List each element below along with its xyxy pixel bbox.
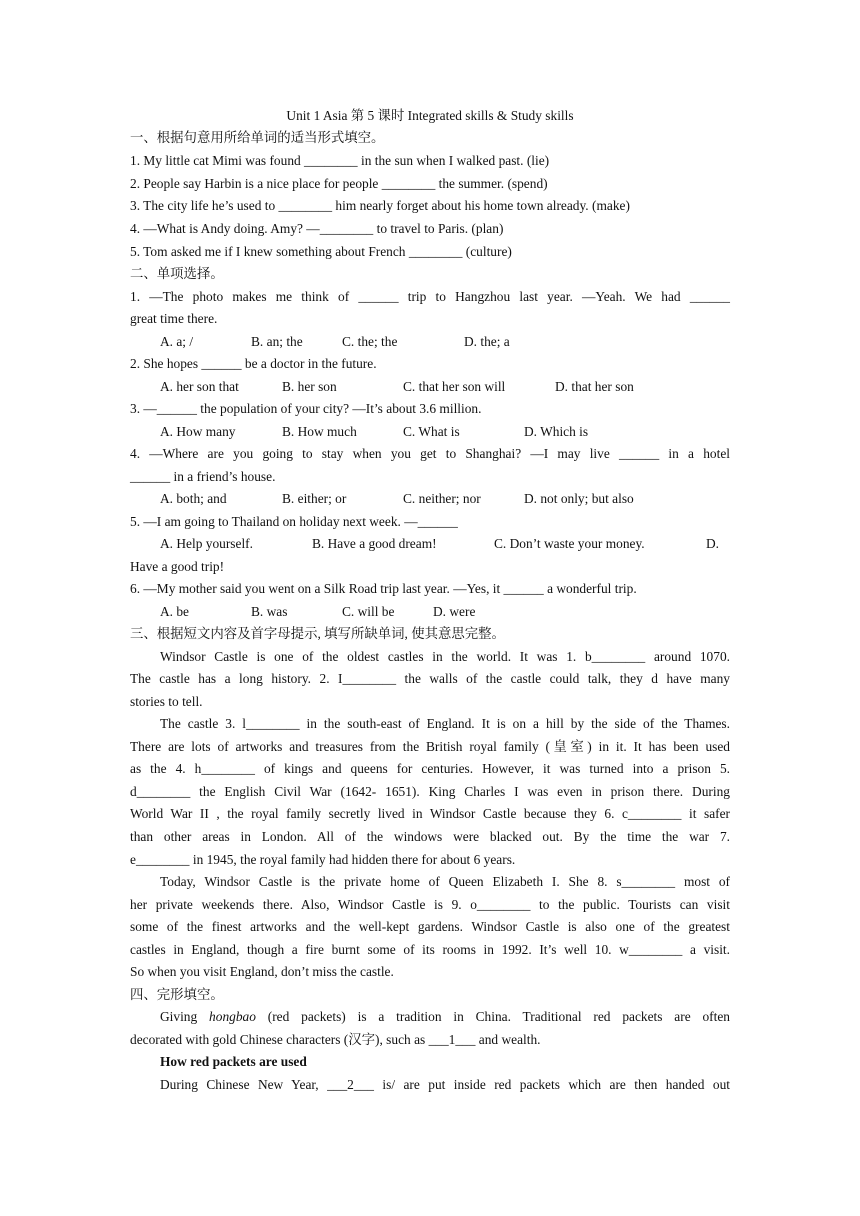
mc-question-2-option-d: D. that her son: [555, 379, 634, 394]
passage-line: So when you visit England, don’t miss the castle.: [130, 964, 394, 979]
mc-question-5-option-d-label: D.: [706, 536, 720, 551]
page-title: Unit 1 Asia 第 5 课时 Integrated skills & Study skills: [286, 108, 574, 123]
mc-question-2-stem: 2. She hopes ______ be a doctor in the future.: [130, 356, 377, 371]
mc-question-6-stem: 6. —My mother said you went on a Silk Road trip last year. —Yes, it ______ a wonderful trip.: [130, 581, 637, 596]
mc-question-6-option-a: A. be: [160, 604, 190, 619]
section-heading-3: 三、根据短文内容及首字母提示, 填写所缺单词, 使其意思完整。: [130, 626, 505, 641]
fill-in-item-5: 5. Tom asked me if I knew something about French ________ (culture): [130, 244, 512, 259]
mc-question-2-option-b: B. her son: [282, 379, 337, 394]
passage-line: e________ in 1945, the royal family had hidden there for about 6 years.: [130, 852, 516, 867]
passage-line: There are lots of artworks and treasures from the British royal family (皇室) in it. It has been used: [130, 739, 730, 754]
passage-line: Windsor Castle is one of the oldest castles in the world. It was 1. b________ around 1070.: [160, 649, 730, 664]
passage-line: some of the finest artworks and the well-kept gardens. Windsor Castle is also one of the greatest: [130, 919, 730, 934]
section-heading-1: 一、根据句意用所给单词的适当形式填空。: [130, 130, 385, 145]
passage-line: The castle has a long history. 2. I________ the walls of the castle could talk, they d have many: [130, 671, 730, 686]
mc-question-3-option-d: D. Which is: [524, 424, 589, 439]
mc-question-5-option-c: C. Don’t waste your money.: [494, 536, 645, 551]
mc-question-1-stem-line1: 1. —The photo makes me think of ______ trip to Hangzhou last year. —Yeah. We had ______: [130, 289, 730, 304]
mc-question-3-stem: 3. —______ the population of your city? —It’s about 3.6 million.: [130, 401, 482, 416]
mc-question-4-option-c: C. neither; nor: [403, 491, 481, 506]
cloze-line-1-post: (red packets) is a tradition in China. Traditional red packets are often: [255, 1009, 731, 1024]
mc-question-1-option-d: D. the; a: [464, 334, 510, 349]
mc-question-5-option-a: A. Help yourself.: [160, 536, 253, 551]
cloze-line-1: [160, 1008, 730, 1026]
fill-in-item-4: 4. —What is Andy doing. Amy? —________ to travel to Paris. (plan): [130, 221, 504, 236]
mc-question-6-option-b: B. was: [251, 604, 288, 619]
passage-line: Today, Windsor Castle is the private home of Queen Elizabeth I. She 8. s________ most of: [160, 874, 730, 889]
mc-question-1-option-b: B. an; the: [251, 334, 303, 349]
cloze-line-2: decorated with gold Chinese characters (汉字), such as ___1___ and wealth.: [130, 1032, 541, 1047]
mc-question-2-option-a: A. her son that: [160, 379, 239, 394]
mc-question-4-option-d: D. not only; but also: [524, 491, 634, 506]
cloze-line-3: During Chinese New Year, ___2___ is/ are put inside red packets which are then handed out: [160, 1077, 730, 1092]
section-heading-2: 二、单项选择。: [130, 266, 224, 281]
fill-in-item-2: 2. People say Harbin is a nice place for people ________ the summer. (spend): [130, 176, 548, 191]
cloze-italic-term: hongbao: [209, 1009, 256, 1024]
passage-line: d________ the English Civil War (1642- 1651). King Charles I was even in prison there. During: [130, 784, 730, 799]
fill-in-item-3: 3. The city life he’s used to ________ him nearly forget about his home town already. (make): [130, 198, 630, 213]
mc-question-5-option-d-text: Have a good trip!: [130, 559, 225, 574]
section-heading-4: 四、完形填空。: [130, 987, 224, 1002]
mc-question-3-option-b: B. How much: [282, 424, 357, 439]
mc-question-1-option-c: C. the; the: [342, 334, 398, 349]
mc-question-6-option-c: C. will be: [342, 604, 395, 619]
mc-question-4-option-a: A. both; and: [160, 491, 227, 506]
passage-line: her private weekends there. Also, Windsor Castle is 9. o________ to the public. Tourists can visit: [130, 897, 730, 912]
mc-question-2-option-c: C. that her son will: [403, 379, 506, 394]
passage-line: than other areas in London. All of the windows were blacked out. By the time the war 7.: [130, 829, 730, 844]
passage-line: stories to tell.: [130, 694, 203, 709]
mc-question-5-stem: 5. —I am going to Thailand on holiday next week. —______: [130, 514, 458, 529]
mc-question-6-option-d: D. were: [433, 604, 476, 619]
passage-line: World War II , the royal family secretly lived in Windsor Castle because they 6. c________ it safer: [130, 806, 730, 821]
fill-in-item-1: 1. My little cat Mimi was found ________ in the sun when I walked past. (lie): [130, 153, 550, 168]
passage-line: as the 4. h________ of kings and queens for centuries. However, it was turned into a prison 5.: [130, 761, 730, 776]
cloze-line-1-pre: Giving: [160, 1009, 210, 1024]
mc-question-5-option-b: B. Have a good dream!: [312, 536, 437, 551]
mc-question-4-option-b: B. either; or: [282, 491, 347, 506]
mc-question-4-stem-line1: 4. —Where are you going to stay when you get to Shanghai? —I may live ______ in a hotel: [130, 446, 730, 461]
mc-question-3-option-a: A. How many: [160, 424, 236, 439]
mc-question-3-option-c: C. What is: [403, 424, 460, 439]
cloze-subheading: How red packets are used: [160, 1054, 307, 1069]
passage-line: castles in England, though a fire burnt some of its rooms in 1992. It’s well 10. w________ a visit.: [130, 942, 730, 957]
mc-question-1-stem-line2: great time there.: [130, 311, 218, 326]
passage-line: The castle 3. l________ in the south-east of England. It is on a hill by the side of the Thames.: [160, 716, 730, 731]
mc-question-4-stem-line2: ______ in a friend’s house.: [130, 469, 276, 484]
mc-question-1-option-a: A. a; /: [160, 334, 194, 349]
